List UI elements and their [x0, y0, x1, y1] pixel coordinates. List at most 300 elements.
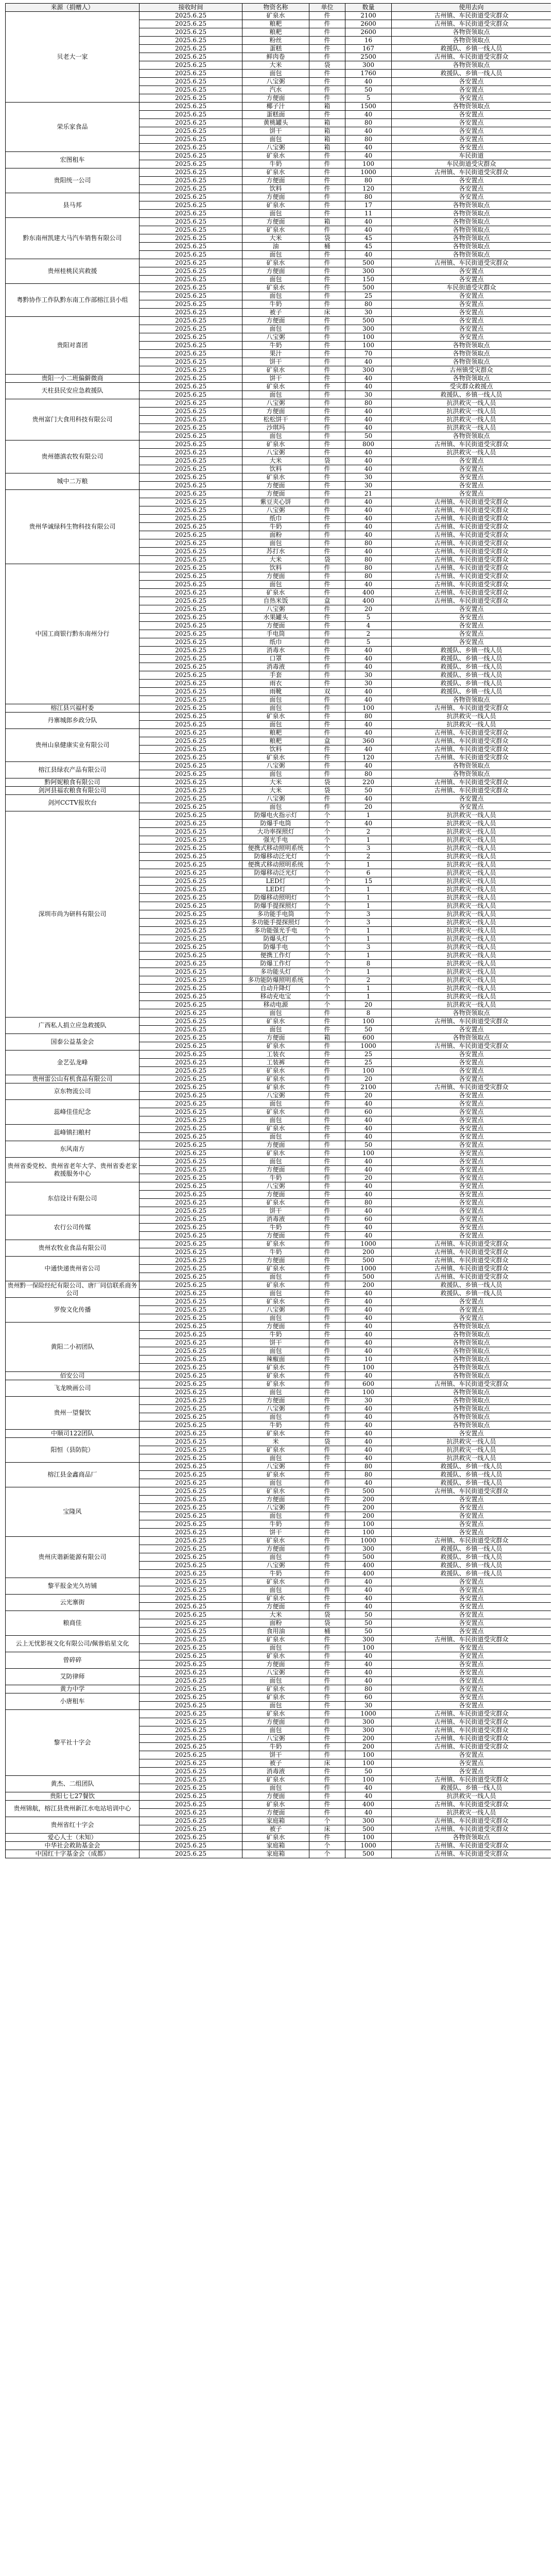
destination-cell: 各安置点 [392, 292, 551, 300]
quantity-cell: 1 [345, 811, 392, 820]
date-cell: 2025.6.25 [140, 1545, 242, 1553]
donor-cell: 贵州山泉健康实业有限公司 [6, 729, 140, 762]
donor-cell: 黄阳二小初团队 [6, 1323, 140, 1372]
donor-cell: 榕江县金鑫商品厂 [6, 1463, 140, 1487]
destination-cell: 古州镇、车民街道受灾群众 [392, 548, 551, 556]
item-cell: 被子 [242, 1759, 309, 1768]
item-cell: 面包 [242, 1100, 309, 1108]
item-cell: 饼干 [242, 1207, 309, 1215]
quantity-cell: 6 [345, 869, 392, 877]
destination-cell: 救援队、乡镇一线人员 [392, 655, 551, 663]
item-cell: 饼干 [242, 1529, 309, 1537]
item-cell: 方便面 [242, 1257, 309, 1265]
donor-cell: 飞龙映画公司 [6, 1380, 140, 1397]
quantity-cell: 100 [345, 1834, 392, 1842]
unit-cell: 件 [309, 366, 345, 375]
date-cell: 2025.6.25 [140, 985, 242, 993]
donor-cell: 云光寨街 [6, 1595, 140, 1611]
destination-cell: 各物资领取点 [392, 1339, 551, 1347]
quantity-cell: 40 [345, 1595, 392, 1603]
item-cell: 八宝粥 [242, 144, 309, 152]
quantity-cell: 40 [345, 721, 392, 729]
item-cell: 大米 [242, 457, 309, 465]
destination-cell: 各安置点 [392, 795, 551, 803]
destination-cell: 各物资领取点 [392, 1834, 551, 1842]
table-row [6, 1182, 551, 1191]
destination-cell: 救援队、乡镇一线人员 [392, 1784, 551, 1792]
quantity-cell: 20 [345, 1001, 392, 1009]
date-cell: 2025.6.25 [140, 1660, 242, 1669]
quantity-cell: 100 [345, 1644, 392, 1652]
destination-cell: 各安置点 [392, 1149, 551, 1158]
quantity-cell: 1 [345, 927, 392, 935]
date-cell: 2025.6.25 [140, 498, 242, 506]
table-row [6, 1463, 551, 1471]
quantity-cell: 500 [345, 317, 392, 325]
donor-cell: 粤黔协作工作队黔东南工作部榕江县小组 [6, 284, 140, 317]
quantity-cell: 40 [345, 745, 392, 754]
unit-cell: 件 [309, 1182, 345, 1191]
donor-cell: 贝老大一家 [6, 12, 140, 103]
item-cell: 汽水 [242, 86, 309, 94]
date-cell: 2025.6.25 [140, 1619, 242, 1628]
date-cell: 2025.6.25 [140, 844, 242, 853]
date-cell: 2025.6.25 [140, 1149, 242, 1158]
quantity-cell: 1000 [345, 1842, 392, 1850]
item-cell: 面包 [242, 1026, 309, 1034]
destination-cell: 抗洪救灾一线人员 [392, 935, 551, 943]
date-cell: 2025.6.25 [140, 820, 242, 828]
table-row [6, 1817, 551, 1825]
unit-cell: 袋 [309, 1438, 345, 1446]
item-cell: 大米 [242, 787, 309, 795]
item-cell: 方便面 [242, 193, 309, 201]
date-cell: 2025.6.25 [140, 1364, 242, 1372]
donor-cell: 贵州富门大食用科技有限公司 [6, 399, 140, 440]
quantity-cell: 8 [345, 1009, 392, 1018]
table-row [6, 168, 551, 177]
donor-cell: 曾碎碎 [6, 1652, 140, 1669]
date-cell: 2025.6.25 [140, 943, 242, 952]
item-cell: 面包 [242, 696, 309, 704]
item-cell: 方便面 [242, 1232, 309, 1240]
quantity-cell: 40 [345, 144, 392, 152]
destination-cell: 各安置点 [392, 185, 551, 193]
unit-cell: 个 [309, 1850, 345, 1858]
unit-cell: 件 [309, 1298, 345, 1306]
quantity-cell: 2 [345, 976, 392, 985]
quantity-cell: 40 [345, 1421, 392, 1430]
date-cell: 2025.6.25 [140, 342, 242, 350]
destination-cell: 各安置点 [392, 638, 551, 647]
date-cell: 2025.6.25 [140, 1001, 242, 1009]
date-cell: 2025.6.25 [140, 1314, 242, 1323]
destination-cell: 各安置点 [392, 1306, 551, 1314]
item-cell: 牛奶 [242, 1520, 309, 1529]
item-cell: 矿泉水 [242, 1281, 309, 1290]
donor-cell: 金艺弘龙峰 [6, 1050, 140, 1075]
unit-cell: 件 [309, 416, 345, 424]
date-cell: 2025.6.25 [140, 61, 242, 70]
date-cell: 2025.6.25 [140, 1166, 242, 1174]
quantity-cell: 40 [345, 729, 392, 737]
item-cell: 家庭箱 [242, 1850, 309, 1858]
table-row [6, 704, 551, 713]
destination-cell: 救援队、乡镇一线人员 [392, 45, 551, 53]
date-cell: 2025.6.25 [140, 589, 242, 597]
date-cell: 2025.6.25 [140, 754, 242, 762]
date-cell: 2025.6.25 [140, 465, 242, 473]
date-cell: 2025.6.25 [140, 333, 242, 342]
item-cell: 面包 [242, 1133, 309, 1141]
unit-cell: 件 [309, 1685, 345, 1693]
date-cell: 2025.6.25 [140, 1520, 242, 1529]
quantity-cell: 100 [345, 160, 392, 168]
destination-cell: 抗洪救灾一线人员 [392, 960, 551, 968]
unit-cell: 件 [309, 1801, 345, 1809]
date-cell: 2025.6.25 [140, 185, 242, 193]
unit-cell: 件 [309, 647, 345, 655]
date-cell: 2025.6.25 [140, 103, 242, 111]
unit-cell: 件 [309, 655, 345, 663]
table-row [6, 778, 551, 787]
donor-cell: 国泰公益基金会 [6, 1034, 140, 1050]
item-cell: 被子 [242, 1825, 309, 1834]
table-row [6, 1792, 551, 1801]
item-cell: 矿泉水 [242, 1372, 309, 1380]
quantity-cell: 400 [345, 1801, 392, 1809]
donor-cell: 黔阿妮粮食有限公司 [6, 778, 140, 787]
item-cell: 方便面 [242, 1603, 309, 1611]
date-cell: 2025.6.25 [140, 976, 242, 985]
quantity-cell: 30 [345, 391, 392, 399]
item-cell: 饮料 [242, 465, 309, 473]
quantity-cell: 1000 [345, 1042, 392, 1050]
quantity-cell: 40 [345, 1669, 392, 1677]
destination-cell: 抗洪救灾一线人员 [392, 1438, 551, 1446]
unit-cell: 件 [309, 201, 345, 210]
item-cell: 水果罐头 [242, 614, 309, 622]
quantity-cell: 40 [345, 1347, 392, 1355]
date-cell: 2025.6.25 [140, 1834, 242, 1842]
quantity-cell: 500 [345, 1553, 392, 1562]
item-cell: 矿泉水 [242, 1240, 309, 1248]
table-row [6, 1240, 551, 1248]
destination-cell: 各安置点 [392, 490, 551, 498]
unit-cell: 件 [309, 1323, 345, 1331]
unit-cell: 盒 [309, 597, 345, 605]
quantity-cell: 40 [345, 523, 392, 531]
donor-cell: 贵州雷公山有机食品有限公司 [6, 1075, 140, 1083]
item-cell: 八宝粥 [242, 1669, 309, 1677]
date-cell: 2025.6.25 [140, 655, 242, 663]
item-cell: 蛋糕面 [242, 111, 309, 119]
unit-cell: 件 [309, 498, 345, 506]
destination-cell: 各安置点 [392, 1158, 551, 1166]
item-cell: 矿泉水 [242, 1018, 309, 1026]
unit-cell: 箱 [309, 135, 345, 144]
item-cell: 面包 [242, 70, 309, 78]
destination-cell: 古州镇、车民街道受灾群众 [392, 1042, 551, 1050]
unit-cell: 件 [309, 1355, 345, 1364]
table-row [6, 1430, 551, 1438]
date-cell: 2025.6.25 [140, 539, 242, 548]
unit-cell: 件 [309, 762, 345, 770]
table-row [6, 1257, 551, 1265]
item-cell: 矿泉水 [242, 226, 309, 234]
quantity-cell: 21 [345, 490, 392, 498]
destination-cell: 古州镇、车民街道受灾群众 [392, 1825, 551, 1834]
unit-cell: 个 [309, 919, 345, 927]
unit-cell: 袋 [309, 1619, 345, 1628]
destination-cell: 古州镇、车民街道受灾群众 [392, 1743, 551, 1751]
item-cell: 八宝粥 [242, 399, 309, 408]
item-cell: 方便面 [242, 408, 309, 416]
item-cell: 矿泉水 [242, 1430, 309, 1438]
unit-cell: 件 [309, 1529, 345, 1537]
unit-cell: 件 [309, 630, 345, 638]
item-cell: 矿泉水 [242, 1083, 309, 1092]
table-row [6, 1050, 551, 1059]
quantity-cell: 4 [345, 622, 392, 630]
quantity-cell: 11 [345, 210, 392, 218]
date-cell: 2025.6.25 [140, 408, 242, 416]
unit-cell: 个 [309, 811, 345, 820]
quantity-cell: 60 [345, 1693, 392, 1702]
quantity-cell: 1 [345, 935, 392, 943]
unit-cell: 件 [309, 515, 345, 523]
item-cell: 防爆头灯 [242, 935, 309, 943]
item-cell: 多功能强光手电 [242, 927, 309, 935]
destination-cell: 各物资领取点 [392, 234, 551, 243]
item-cell: 手套 [242, 671, 309, 680]
header-destination: 使用去向 [392, 4, 551, 12]
date-cell: 2025.6.25 [140, 935, 242, 943]
table-row [6, 1018, 551, 1026]
destination-cell: 古州镇、车民街道受灾群众 [392, 564, 551, 572]
unit-cell: 件 [309, 795, 345, 803]
date-cell: 2025.6.25 [140, 1347, 242, 1355]
quantity-cell: 15 [345, 877, 392, 886]
unit-cell: 个 [309, 952, 345, 960]
header-date: 接收时间 [140, 4, 242, 12]
destination-cell: 抗洪救灾一线人员 [392, 828, 551, 836]
quantity-cell: 300 [345, 1636, 392, 1644]
item-cell: 面包 [242, 721, 309, 729]
unit-cell: 件 [309, 1133, 345, 1141]
date-cell: 2025.6.25 [140, 1339, 242, 1347]
unit-cell: 件 [309, 1669, 345, 1677]
quantity-cell: 800 [345, 440, 392, 449]
unit-cell: 件 [309, 1273, 345, 1281]
date-cell: 2025.6.25 [140, 803, 242, 811]
destination-cell: 各安置点 [392, 1174, 551, 1182]
item-cell: 矿泉水 [242, 1487, 309, 1496]
destination-cell: 各物资领取点 [392, 342, 551, 350]
unit-cell: 件 [309, 267, 345, 276]
quantity-cell: 80 [345, 1199, 392, 1207]
table-row [6, 1158, 551, 1166]
donor-cell: 黔东南州凯建大马汽车销售有限公司 [6, 218, 140, 259]
destination-cell: 救援队、乡镇一线人员 [392, 1281, 551, 1290]
quantity-cell: 50 [345, 432, 392, 440]
item-cell: 矿泉水 [242, 1578, 309, 1586]
item-cell: 面包 [242, 1644, 309, 1652]
donor-cell: 城中二万粮 [6, 473, 140, 490]
item-cell: 牛奶 [242, 1331, 309, 1339]
quantity-cell: 150 [345, 276, 392, 284]
quantity-cell: 40 [345, 457, 392, 465]
unit-cell: 件 [309, 12, 345, 20]
date-cell: 2025.6.25 [140, 440, 242, 449]
unit-cell: 件 [309, 284, 345, 292]
donor-cell: 中华社会救助基金会 [6, 1842, 140, 1850]
quantity-cell: 40 [345, 1339, 392, 1347]
destination-cell: 各物资领取点 [392, 243, 551, 251]
unit-cell: 件 [309, 745, 345, 754]
date-cell: 2025.6.25 [140, 960, 242, 968]
unit-cell: 件 [309, 1603, 345, 1611]
donor-cell: 罗俊文化传播 [6, 1298, 140, 1323]
destination-cell: 抗洪救灾一线人员 [392, 844, 551, 853]
destination-cell: 各安置点 [392, 1603, 551, 1611]
destination-cell: 受灾群众救援点 [392, 383, 551, 391]
quantity-cell: 80 [345, 1471, 392, 1479]
destination-cell: 古州镇、车民街道受灾群众 [392, 168, 551, 177]
table-row [6, 1537, 551, 1545]
unit-cell: 件 [309, 276, 345, 284]
date-cell: 2025.6.25 [140, 1735, 242, 1743]
donor-cell: 贵阳统一公司 [6, 168, 140, 193]
date-cell: 2025.6.25 [140, 1595, 242, 1603]
item-cell: 面包 [242, 581, 309, 589]
date-cell: 2025.6.25 [140, 787, 242, 795]
date-cell: 2025.6.25 [140, 721, 242, 729]
item-cell: 面包 [242, 1677, 309, 1685]
table-row [6, 490, 551, 498]
unit-cell: 个 [309, 1001, 345, 1009]
quantity-cell: 80 [345, 572, 392, 581]
unit-cell: 件 [309, 1751, 345, 1759]
date-cell: 2025.6.25 [140, 688, 242, 696]
quantity-cell: 20 [345, 1174, 392, 1182]
unit-cell: 件 [309, 1207, 345, 1215]
item-cell: 矿泉水 [242, 383, 309, 391]
item-cell: 移动充电宝 [242, 993, 309, 1001]
item-cell: 纸巾 [242, 638, 309, 647]
date-cell: 2025.6.25 [140, 1009, 242, 1018]
item-cell: 油 [242, 243, 309, 251]
unit-cell: 个 [309, 1842, 345, 1850]
quantity-cell: 40 [345, 424, 392, 432]
destination-cell: 各物资领取点 [392, 28, 551, 37]
date-cell: 2025.6.25 [140, 1512, 242, 1520]
quantity-cell: 20 [345, 803, 392, 811]
date-cell: 2025.6.25 [140, 515, 242, 523]
donor-cell: 黄力中学 [6, 1685, 140, 1693]
quantity-cell: 30 [345, 309, 392, 317]
date-cell: 2025.6.25 [140, 168, 242, 177]
date-cell: 2025.6.25 [140, 1059, 242, 1067]
unit-cell: 件 [309, 1199, 345, 1207]
date-cell: 2025.6.25 [140, 366, 242, 375]
quantity-cell: 600 [345, 1380, 392, 1388]
quantity-cell: 8 [345, 960, 392, 968]
item-cell: 方便面 [242, 218, 309, 226]
item-cell: 面粉 [242, 1619, 309, 1628]
destination-cell: 古州镇、车民街道受灾群众 [392, 581, 551, 589]
destination-cell: 古州镇、车民街道受灾群众 [392, 1487, 551, 1496]
donor-cell: 贵州锦航，榕江县贵州新江水电站培训中心 [6, 1801, 140, 1817]
item-cell: 矿泉水 [242, 754, 309, 762]
date-cell: 2025.6.25 [140, 1784, 242, 1792]
destination-cell: 各安置点 [392, 1652, 551, 1660]
quantity-cell: 40 [345, 1306, 392, 1314]
unit-cell: 袋 [309, 778, 345, 787]
item-cell: 饮料 [242, 185, 309, 193]
item-cell: 家庭箱 [242, 1842, 309, 1850]
destination-cell: 救援队、乡镇一线人员 [392, 1479, 551, 1487]
quantity-cell: 200 [345, 1281, 392, 1290]
date-cell: 2025.6.25 [140, 737, 242, 745]
table-row [6, 1652, 551, 1660]
item-cell: 便携式移动照明系统 [242, 844, 309, 853]
item-cell: 大米 [242, 778, 309, 787]
unit-cell: 件 [309, 1026, 345, 1034]
donor-cell: 宏图租车 [6, 152, 140, 168]
item-cell: 牛奶 [242, 1421, 309, 1430]
unit-cell: 件 [309, 94, 345, 103]
item-cell: 面包 [242, 1702, 309, 1710]
date-cell: 2025.6.25 [140, 70, 242, 78]
destination-cell: 古州镇、车民街道受灾群众 [392, 1726, 551, 1735]
destination-cell: 各安置点 [392, 1166, 551, 1174]
date-cell: 2025.6.25 [140, 1281, 242, 1290]
date-cell: 2025.6.25 [140, 1372, 242, 1380]
date-cell: 2025.6.25 [140, 1611, 242, 1619]
quantity-cell: 25 [345, 1050, 392, 1059]
unit-cell: 件 [309, 1776, 345, 1784]
item-cell: 工装衣 [242, 1050, 309, 1059]
unit-cell: 件 [309, 432, 345, 440]
date-cell: 2025.6.25 [140, 1628, 242, 1636]
unit-cell: 件 [309, 506, 345, 515]
item-cell: 方便面 [242, 1809, 309, 1817]
donor-cell: 艾防律师 [6, 1669, 140, 1685]
date-cell: 2025.6.25 [140, 37, 242, 45]
unit-cell: 件 [309, 1331, 345, 1339]
destination-cell: 各安置点 [392, 1298, 551, 1306]
quantity-cell: 20 [345, 1075, 392, 1083]
item-cell: 八宝粥 [242, 762, 309, 770]
quantity-cell: 100 [345, 1388, 392, 1397]
quantity-cell: 40 [345, 1479, 392, 1487]
unit-cell: 件 [309, 1496, 345, 1504]
quantity-cell: 40 [345, 762, 392, 770]
destination-cell: 救援队、乡镇一线人员 [392, 1471, 551, 1479]
quantity-cell: 167 [345, 45, 392, 53]
donor-cell: 贵州黔一保险经纪有限公司、唐厂同信联系商务公司 [6, 1281, 140, 1298]
table-row [6, 1685, 551, 1693]
destination-cell: 各安置点 [392, 94, 551, 103]
quantity-cell: 50 [345, 1628, 392, 1636]
item-cell: 辣椒面 [242, 1355, 309, 1364]
destination-cell: 各安置点 [392, 1133, 551, 1141]
item-cell: 方便面 [242, 317, 309, 325]
unit-cell: 件 [309, 572, 345, 581]
item-cell: 矿泉水 [242, 1042, 309, 1050]
date-cell: 2025.6.25 [140, 762, 242, 770]
